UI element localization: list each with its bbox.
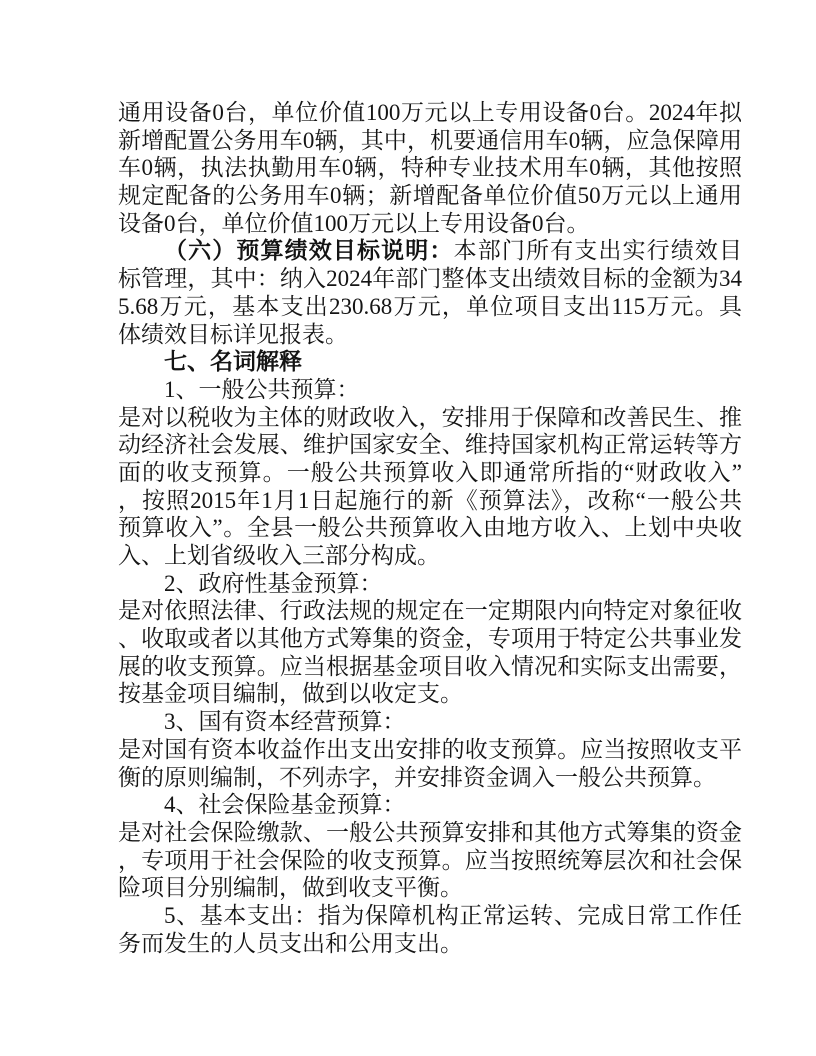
text-segment: 险项目分别编制，做到收支平衡。: [118, 875, 463, 901]
text-segment: 按基金项目编制，做到以收定支。: [118, 681, 463, 707]
text-segment: 通用设备0台，单位价值100万元以上专用设备0台。2024年拟: [118, 100, 742, 125]
text-segment: 是对依照法律、行政法规的规定在一定期限内向特定对象征收: [118, 598, 742, 624]
text-line: [118, 736, 742, 764]
text-segment: ，按照2015年1月1日起施行的新《预算法》，改称“一般公共: [118, 487, 742, 513]
text-segment: 5.68万元，基本支出230.68万元，单位项目支出115万元。具: [118, 293, 742, 319]
text-line: [118, 404, 742, 432]
text-segment: 入、上划省级收入三部分构成。: [118, 543, 440, 568]
text-line: [118, 265, 742, 293]
text-line: [118, 459, 742, 487]
text-line: [118, 570, 742, 598]
text-segment: 规定配备的公务用车0辆；新增配备单位价值50万元以上通用: [118, 183, 742, 209]
text-line: [118, 653, 742, 681]
bold-text-segment: （六）预算绩效目标说明：: [164, 238, 454, 264]
text-segment: 面的收支预算。一般公共预算收入即通常所指的“财政收入”: [118, 459, 742, 485]
text-line: [118, 514, 742, 542]
text-line: [118, 431, 742, 459]
text-line: [118, 791, 742, 819]
text-line: [118, 182, 742, 210]
text-line: [118, 680, 742, 708]
text-line: [118, 874, 742, 902]
text-segment: 设备0台，单位价值100万元以上专用设备0台。: [118, 210, 590, 236]
text-segment: 车0辆，执法执勤用车0辆，特种专业技术用车0辆，其他按照: [118, 155, 742, 181]
text-line: [118, 127, 742, 155]
text-segment: 2、政府性基金预算：: [164, 570, 383, 596]
text-line: [118, 348, 742, 376]
text-segment: 本部门所有支出实行绩效目: [453, 238, 743, 264]
text-line: [118, 293, 742, 321]
text-segment: 、收取或者以其他方式筹集的资金，专项用于特定公共事业发: [118, 626, 742, 652]
text-segment: 务而发生的人员支出和公用支出。: [118, 930, 463, 956]
text-segment: 预算收入”。全县一般公共预算收入由地方收入、上划中央收: [118, 515, 742, 541]
text-segment: 是对国有资本收益作出支出安排的收支预算。应当按照收支平: [118, 736, 742, 762]
text-segment: 体绩效目标详见报表。: [118, 321, 348, 347]
text-line: [118, 99, 742, 127]
text-line: [118, 154, 742, 182]
text-line: [118, 237, 742, 265]
text-segment: 展的收支预算。应当根据基金项目收入情况和实际支出需要，: [118, 653, 742, 679]
text-segment: 是对以税收为主体的财政收入，安排用于保障和改善民生、推: [118, 404, 742, 430]
text-line: [118, 847, 742, 875]
text-line: [118, 902, 742, 930]
bold-text-segment: 七、名词解释: [164, 349, 302, 375]
text-line: [118, 210, 742, 238]
text-segment: 1、一般公共预算：: [164, 376, 360, 402]
text-segment: 是对社会保险缴款、一般公共预算安排和其他方式筹集的资金: [118, 819, 742, 845]
text-line: [118, 708, 742, 736]
text-line: [118, 597, 742, 625]
text-line: [118, 625, 742, 653]
document-body: [118, 99, 742, 957]
text-line: [118, 819, 742, 847]
text-segment: 5、基本支出：指为保障机构正常运转、完成日常工作任: [164, 902, 742, 928]
text-segment: 衡的原则编制，不列赤字，并安排资金调入一般公共预算。: [118, 764, 716, 790]
text-line: [118, 764, 742, 792]
text-segment: ，专项用于社会保险的收支预算。应当按照统筹层次和社会保: [118, 847, 742, 873]
text-line: [118, 321, 742, 349]
text-line: [118, 487, 742, 515]
text-segment: 新增配置公务用车0辆，其中，机要通信用车0辆，应急保障用: [118, 127, 742, 153]
text-segment: 动经济社会发展、维护国家安全、维持国家机构正常运转等方: [118, 432, 742, 458]
text-line: [118, 542, 742, 570]
text-segment: 标管理，其中：纳入2024年部门整体支出绩效目标的金额为34: [118, 266, 742, 292]
text-line: [118, 930, 742, 958]
text-line: [118, 376, 742, 404]
text-segment: 3、国有资本经营预算：: [164, 709, 406, 735]
text-segment: 4、社会保险基金预算：: [164, 792, 406, 818]
